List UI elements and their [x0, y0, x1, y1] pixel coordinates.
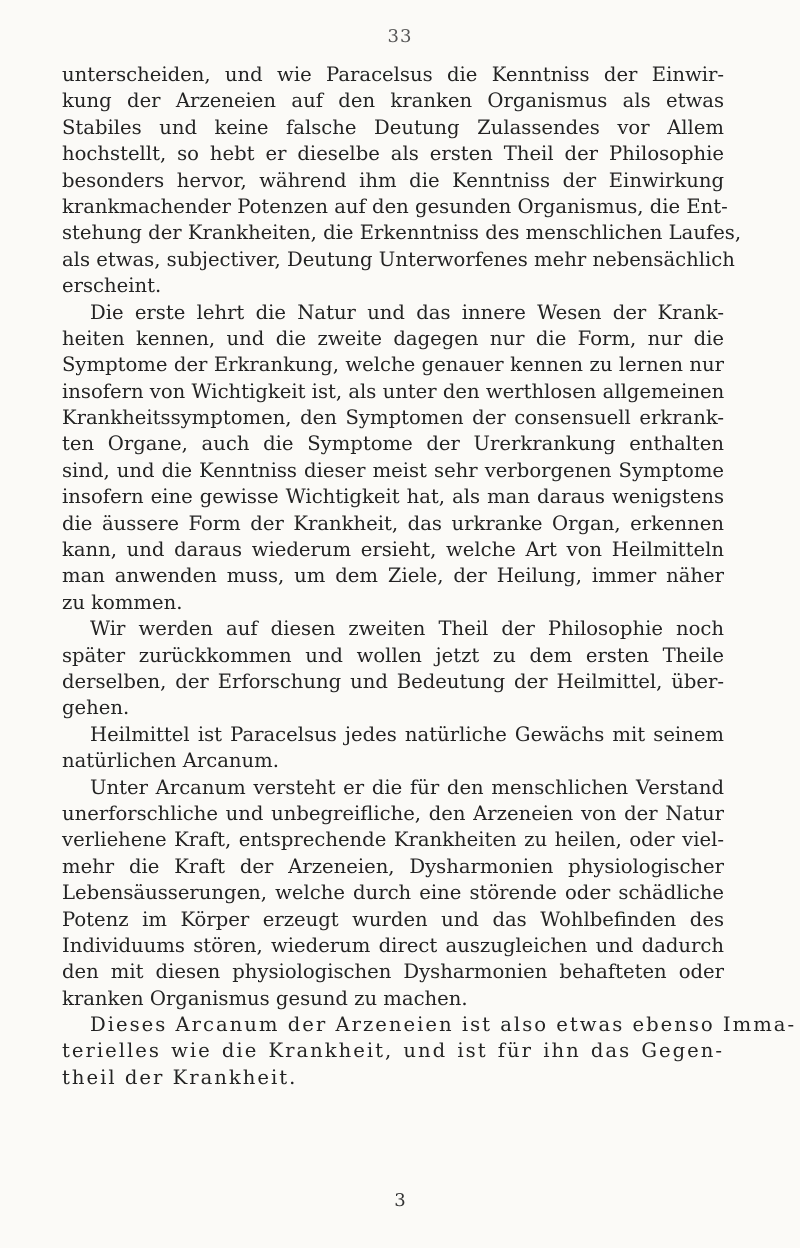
sheet-signature: 3: [394, 1190, 406, 1211]
text-line: Heilmittel ist Paracelsus jedes natürliche Gewächs mit seinem: [90, 722, 724, 746]
text-line: stehung der Krankheiten, die Erkenntniss des menschlichen Laufes,: [62, 221, 742, 245]
text-line: Potenz im Körper erzeugt wurden und das Wohlbefinden des: [62, 907, 724, 931]
text-line: derselben, der Erforschung und Bedeutung der Heilmittel, über-: [62, 669, 724, 693]
text-line: unterscheiden, und wie Paracelsus die Kenntniss der Einwir-: [62, 63, 724, 86]
text-line: Symptome der Erkrankung, welche genauer kennen zu lernen nur: [62, 353, 724, 377]
text-line: erscheint.: [62, 274, 162, 298]
text-line: Dieses Arcanum der Arzeneien ist also etwas ebenso Imma-: [90, 1013, 797, 1037]
text-line: man anwenden muss, um dem Ziele, der Heilung, immer näher: [62, 564, 724, 588]
text-line: insofern von Wichtigkeit ist, als unter den werthlosen allgemeinen: [62, 379, 725, 403]
text-line: später zurückkommen und wollen jetzt zu dem ersten Theile: [62, 643, 724, 667]
text-line: Krankheitssymptomen, den Symptomen der consensuell erkrank-: [62, 406, 724, 430]
text-line: kung der Arzeneien auf den kranken Organismus als etwas: [62, 89, 724, 113]
text-line: die äussere Form der Krankheit, das urkranke Organ, erkennen: [62, 511, 724, 535]
text-line: kann, und daraus wiederum ersieht, welche Art von Heilmitteln: [62, 538, 724, 562]
text-line: den mit diesen physiologischen Dysharmonien behafteten oder: [62, 960, 724, 984]
text-line: Die erste lehrt die Natur und das innere Wesen der Krank-: [90, 300, 724, 324]
body-text: [62, 62, 797, 1091]
text-line: natürlichen Arcanum.: [62, 749, 279, 773]
text-line: sind, und die Kenntniss dieser meist sehr verborgenen Symptome: [62, 458, 724, 482]
text-line: Individuums stören, wiederum direct auszugleichen und dadurch: [62, 933, 724, 957]
text-line: Stabiles und keine falsche Deutung Zulassendes vor Allem: [62, 115, 724, 139]
text-line: ten Organe, auch die Symptome der Urerkrankung enthalten: [62, 432, 724, 456]
text-line: heiten kennen, und die zweite dagegen nur die Form, nur die: [62, 326, 724, 350]
text-line: Wir werden auf diesen zweiten Theil der Philosophie noch: [90, 617, 724, 641]
text-line: insofern eine gewisse Wichtigkeit hat, als man daraus wenigstens: [62, 485, 724, 509]
text-line: krankmachender Potenzen auf den gesunden Organismus, die Ent-: [62, 194, 728, 218]
page-number: 33: [387, 26, 413, 47]
text-line: terielles wie die Krankheit, und ist für ihn das Gegen-: [62, 1039, 724, 1063]
text-line: unerforschliche und unbegreifliche, den Arzeneien von der Natur: [62, 801, 724, 825]
text-line: zu kommen.: [62, 590, 183, 614]
text-line: gehen.: [62, 696, 130, 720]
text-line: kranken Organismus gesund zu machen.: [62, 986, 468, 1010]
text-line: verliehene Kraft, entsprechende Krankheiten zu heilen, oder viel-: [62, 828, 724, 852]
text-line: als etwas, subjectiver, Deutung Unterworfenes mehr nebensächlich: [62, 247, 735, 271]
text-line: theil der Krankheit.: [62, 1065, 298, 1089]
text-line: Lebensäusserungen, welche durch eine störende oder schädliche: [62, 881, 724, 905]
text-line: besonders hervor, während ihm die Kenntniss der Einwirkung: [62, 168, 724, 192]
text-line: mehr die Kraft der Arzeneien, Dysharmonien physiologischer: [62, 854, 724, 878]
text-line: hochstellt, so hebt er dieselbe als ersten Theil der Philosophie: [62, 142, 724, 166]
text-line: Unter Arcanum versteht er die für den menschlichen Verstand: [90, 775, 724, 799]
